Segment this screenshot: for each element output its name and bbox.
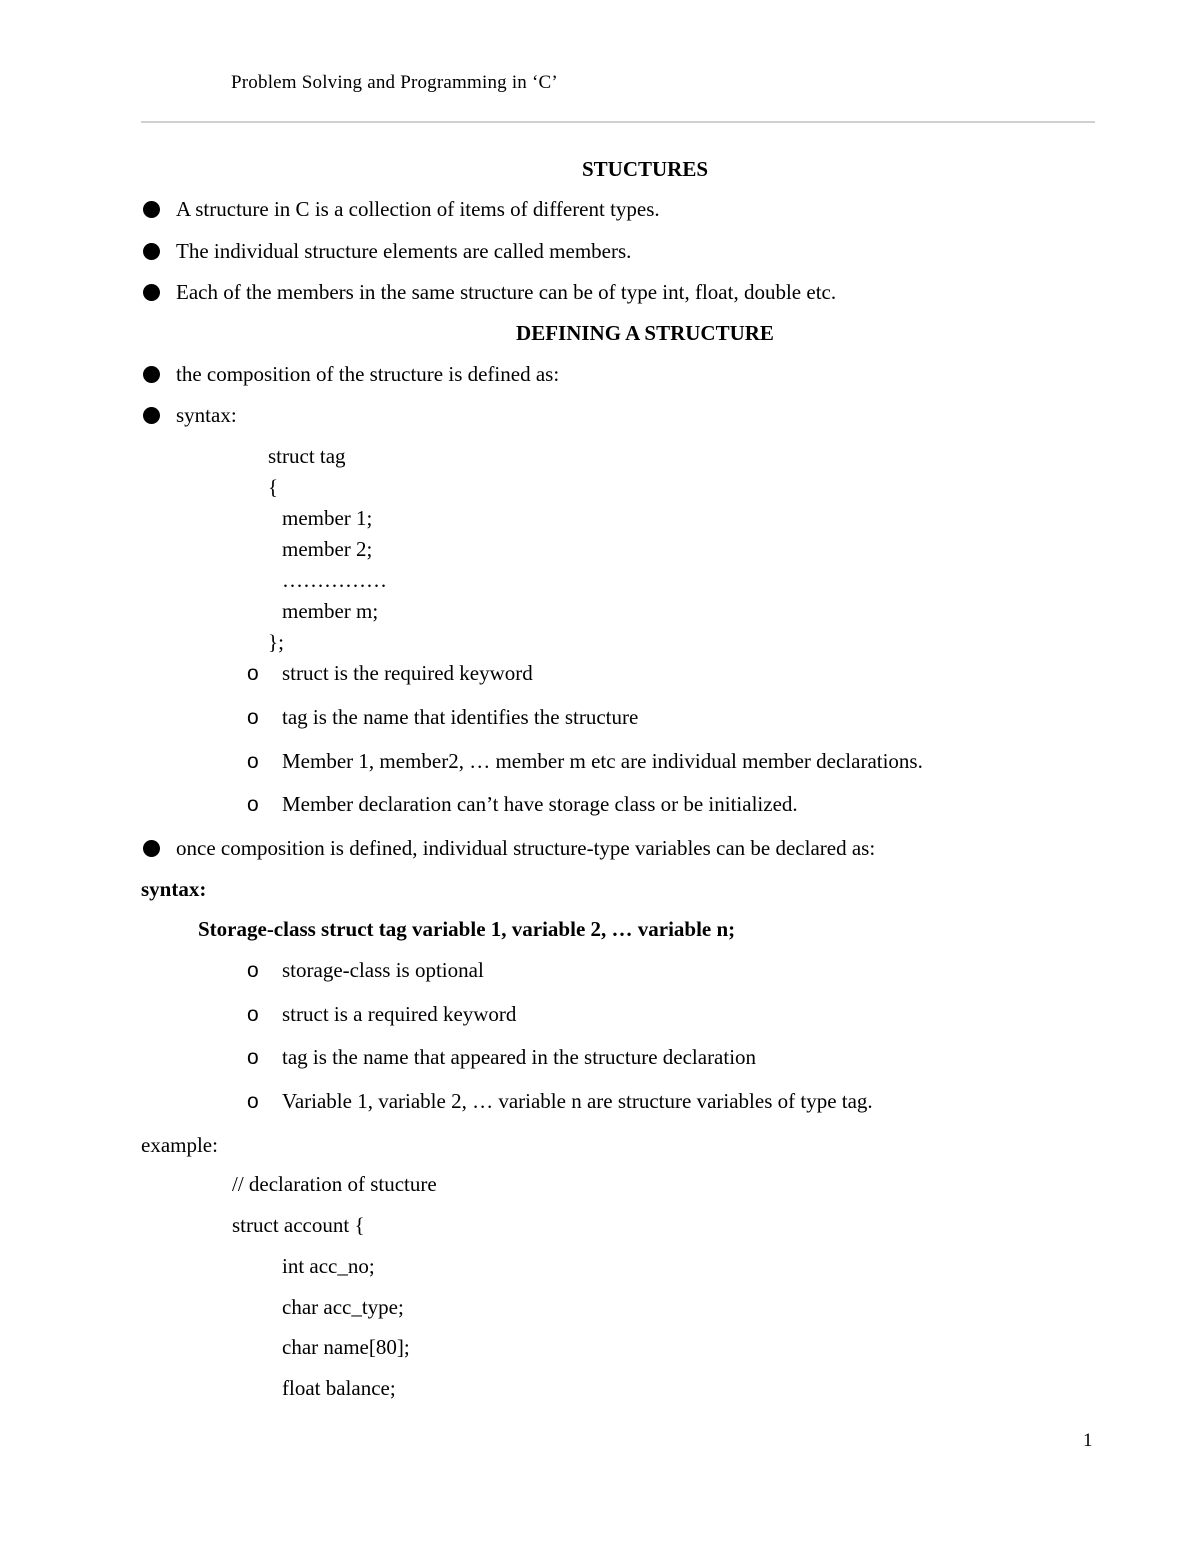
page-header-title: Problem Solving and Programming in ‘C’ bbox=[231, 72, 558, 93]
section-heading-defining: DEFINING A STRUCTURE bbox=[516, 321, 774, 345]
sub-bullet-marker: o bbox=[247, 706, 259, 729]
syntax-declaration: Storage-class struct tag variable 1, variable 2, … variable n; bbox=[198, 917, 736, 941]
sub-bullet-marker: o bbox=[247, 1046, 259, 1069]
bullet-icon bbox=[143, 840, 160, 857]
bullet-icon bbox=[143, 284, 160, 301]
bullet-text: Each of the members in the same structure can be of type int, float, double etc. bbox=[176, 280, 837, 304]
sub-bullet-marker: o bbox=[247, 959, 259, 982]
sub-bullet-marker: o bbox=[247, 793, 259, 816]
section-heading-structures: STUCTURES bbox=[581, 157, 709, 181]
sub-bullet-marker: o bbox=[247, 1090, 259, 1113]
sub-bullet-text: struct is the required keyword bbox=[282, 661, 533, 685]
sub-bullet-text: Variable 1, variable 2, … variable n are structure variables of type tag. bbox=[282, 1089, 873, 1113]
code-line: }; bbox=[268, 630, 284, 654]
bullet-icon bbox=[143, 407, 160, 424]
header-divider bbox=[141, 121, 1095, 123]
code-line: { bbox=[268, 475, 279, 499]
sub-bullet-marker: o bbox=[247, 1003, 259, 1026]
code-line: struct account { bbox=[232, 1213, 365, 1237]
bullet-icon bbox=[143, 366, 160, 383]
code-line: // declaration of stucture bbox=[232, 1172, 437, 1196]
sub-bullet-marker: o bbox=[247, 750, 259, 773]
bullet-text: syntax: bbox=[176, 403, 237, 427]
sub-bullet-text: storage-class is optional bbox=[282, 958, 484, 982]
bullet-text: A structure in C is a collection of items of different types. bbox=[176, 197, 660, 221]
sub-bullet-text: struct is a required keyword bbox=[282, 1002, 517, 1026]
bullet-text: the composition of the structure is defined as: bbox=[176, 362, 560, 386]
code-line: …………… bbox=[282, 568, 387, 592]
code-line: member 1; bbox=[282, 506, 373, 530]
code-line: member m; bbox=[282, 599, 379, 623]
bullet-text: once composition is defined, individual structure-type variables can be declared as: bbox=[176, 836, 876, 860]
sub-bullet-text: tag is the name that appeared in the structure declaration bbox=[282, 1045, 757, 1069]
code-line: char acc_type; bbox=[282, 1295, 404, 1319]
bullet-icon bbox=[143, 243, 160, 260]
code-line: int acc_no; bbox=[282, 1254, 375, 1278]
code-line: struct tag bbox=[268, 444, 346, 468]
example-label: example: bbox=[141, 1133, 218, 1157]
code-line: char name[80]; bbox=[282, 1335, 410, 1359]
code-line: float balance; bbox=[282, 1376, 396, 1400]
page-number: 1 bbox=[1083, 1430, 1093, 1451]
sub-bullet-text: tag is the name that identifies the structure bbox=[282, 705, 639, 729]
sub-bullet-text: Member declaration can’t have storage class or be initialized. bbox=[282, 792, 798, 816]
code-line: member 2; bbox=[282, 537, 373, 561]
syntax-label: syntax: bbox=[141, 877, 207, 901]
sub-bullet-text: Member 1, member2, … member m etc are individual member declarations. bbox=[282, 749, 923, 773]
bullet-text: The individual structure elements are called members. bbox=[176, 239, 632, 263]
bullet-icon bbox=[143, 201, 160, 218]
sub-bullet-marker: o bbox=[247, 662, 259, 685]
